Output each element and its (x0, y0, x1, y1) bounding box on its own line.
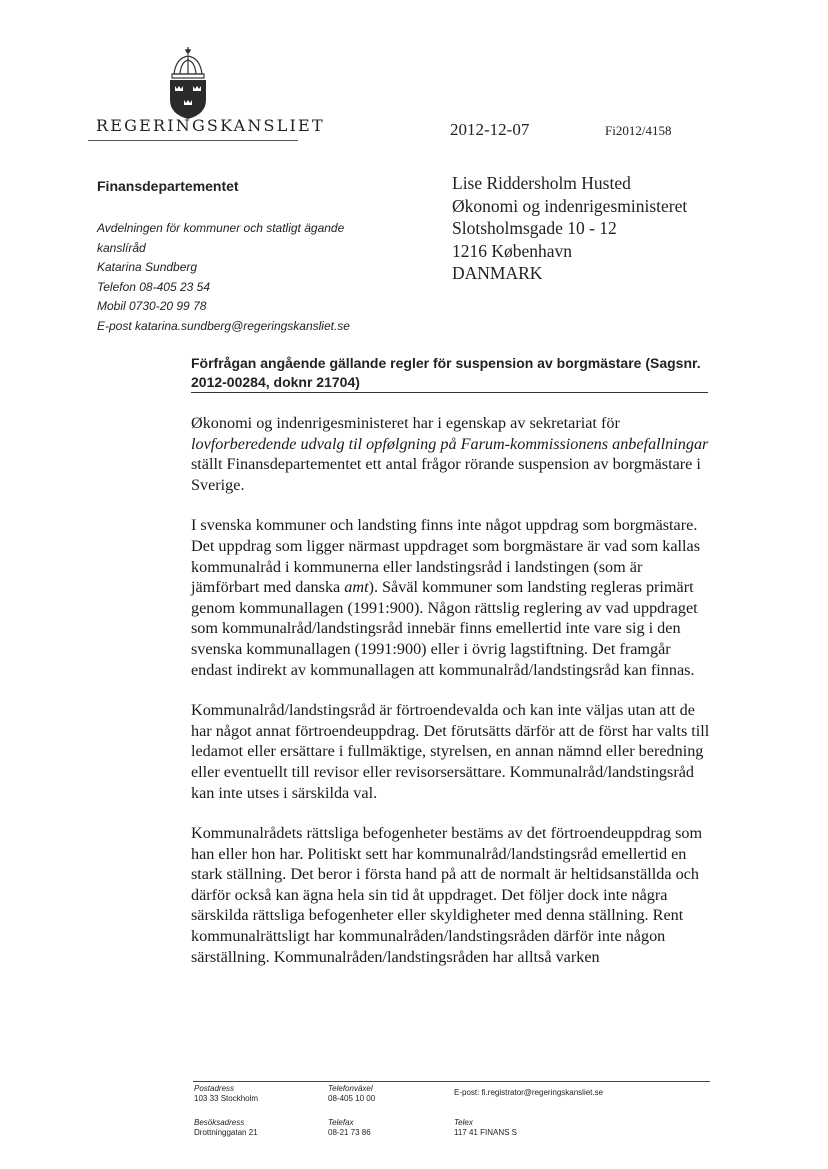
subject-divider (191, 392, 708, 393)
sender-phone: Telefon 08-405 23 54 (97, 279, 210, 294)
letter-body (191, 413, 711, 987)
committee-name: lovforberedende udvalg til opfølgning på Farum-kommissionens anbefallningar (191, 434, 709, 453)
recipient-name: Lise Riddersholm Husted (452, 173, 631, 193)
footer-divider (193, 1081, 710, 1082)
footer-fax: Telefax 08-21 73 86 (328, 1118, 371, 1137)
sender-email: E-post katarina.sundberg@regeringskansliet.se (97, 318, 350, 333)
government-crest-icon (158, 44, 218, 120)
recipient-address (452, 172, 687, 285)
footer-telex: Telex 117 41 FINANS S (454, 1118, 517, 1137)
sender-name: Katarina Sundberg (97, 260, 198, 274)
recipient-country: DANMARK (452, 263, 543, 283)
letter-date: 2012-12-07 (450, 120, 530, 139)
body-paragraph-3: Kommunalråd/landstingsråd är förtroendevalda och kan inte väljas utan att de har något annat förtroendeuppdrag. Det förutsätts därför att de först har valts till ledamot eller ersättare i fullmäktige, styrelsen, en annan nämnd eller beredning eller eventuellt till revisor eller revisorsersättare. Kommunalråd/landstingsråd kan inte utses i särskilda val. (191, 701, 710, 802)
sender-title: kanslíråd (97, 240, 146, 255)
footer-postal-address: Postadress 103 33 Stockholm (194, 1084, 259, 1103)
sender-unit: Avdelningen för kommuner och statligt ägande (97, 221, 345, 235)
recipient-organisation: Økonomi og indenrigesministeret (452, 195, 688, 216)
letter-subject: Förfrågan angående gällande regler för suspension av borgmästare (Sagsnr. 2012-00284, doknr 21704) (191, 355, 701, 390)
sender-details (97, 219, 350, 336)
document-number: Fi2012/4158 (605, 123, 672, 138)
body-paragraph-2: I svenska kommuner och landsting finns inte något uppdrag som borgmästare. Det uppdrag som ligger närmast uppdraget som borgmästare är vad som kallas kommunalråd i kommunerna eller landstingsråd i landstingen (som är jämförbart med danska amt). Såväl kommuner som landsting regleras primärt genom kommunallagen (1991:900). Någon rättslig reglering av vad uppdraget som kommunalråd/landstingsråd innebär finns emellertid inte vare sig i den svenska kommunallagen (1991:900) eller i övrig lagstiftning. Det framgår endast indirekt av kommunallagen att kommunalråd/landstingsråd kan finnas. (191, 516, 701, 679)
footer-email: E-post: fi.registrator@regeringskansliet.se (454, 1088, 604, 1097)
recipient-street: Slotsholmsgade 10 - 12 (452, 218, 617, 238)
footer-phone: Telefonväxel 08-405 10 00 (328, 1084, 376, 1103)
body-paragraph-1: Økonomi og indenrigesministeret har i egenskap av sekretariat för lovforberedende udvalg til opfølgning på Farum-kommissionens anbefallningar ställt Finansdepartementet ett antal frågor rörande suspension av borgmästare i Sverige. (191, 414, 709, 494)
sender-department: Finansdepartementet (97, 178, 239, 194)
footer-visiting-address: Besöksadress Drottninggatan 21 (194, 1118, 258, 1137)
body-paragraph-4: Kommunalrådets rättsliga befogenheter bestäms av det förtroendeuppdrag som han eller hon har. Politiskt sett har kommunalråd/landstingsråd emellertid en stark ställning. Det beror i första hand på att de normalt är heltidsanställda och därför också kan ägna hela sin tid åt uppdraget. Det följer dock inte några särskilda rättsliga befogenheter eller skyldigheter med denna ställning. Rent kommunalrättsligt har kommunalråden/landstingsråden därför inte någon särställning. Kommunalråden/landstingsråden har alltså varken (191, 824, 703, 966)
logo-divider (88, 140, 298, 141)
recipient-city: 1216 København (452, 240, 573, 261)
logo-wordmark: REGERINGSKANSLIET (96, 116, 325, 135)
sender-mobile: Mobil 0730-20 99 78 (97, 299, 207, 313)
